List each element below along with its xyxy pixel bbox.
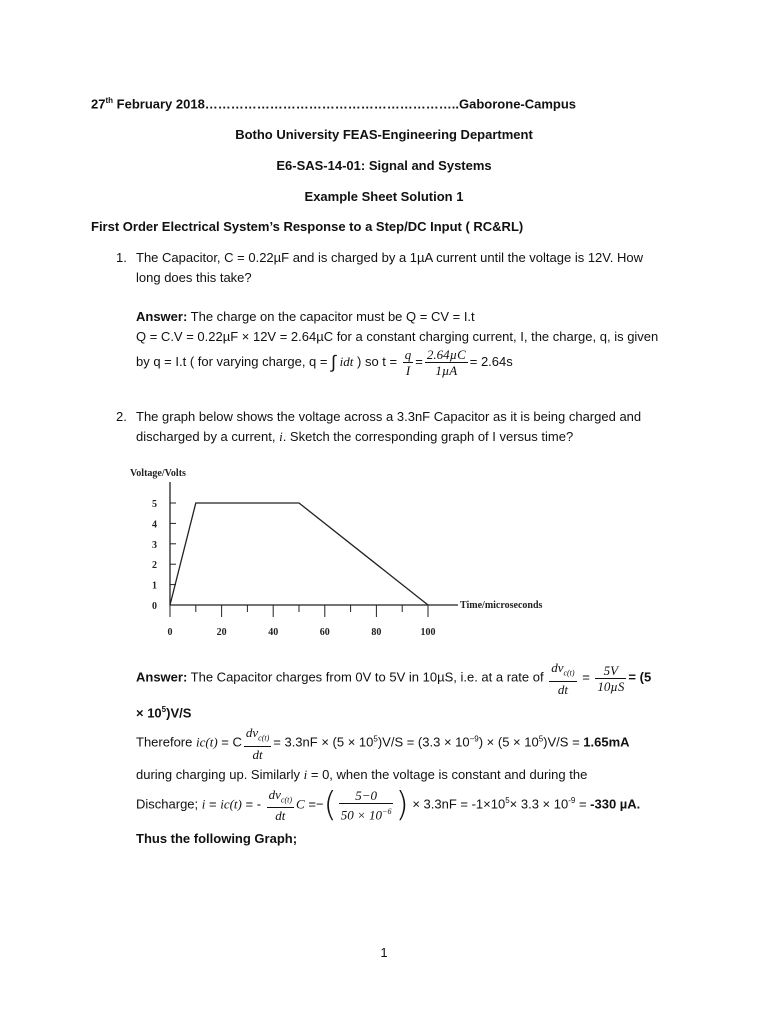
q1-text-line1: The Capacitor, C = 0.22µF and is charged by a 1µA current until the voltage is 12V. How: [136, 250, 643, 265]
q2-text-line2: discharged by a current, i. Sketch the corresponding graph of I versus time?: [136, 429, 574, 444]
q1-answer-line2: Q = C.V = 0.22µF × 12V = 2.64µC for a constant charging current, I, the charge, q, is given: [136, 329, 659, 344]
x-tick-label: 0: [167, 627, 173, 638]
x-tick-label: 80: [371, 627, 382, 638]
x-tick-label: 100: [420, 627, 436, 638]
section-heading: First Order Electrical System’s Response to a Step/DC Input ( RC&RL): [91, 219, 524, 234]
sheet-title: Example Sheet Solution 1: [304, 189, 464, 204]
q1-frac-q-over-i: $\frac{q}{I}$: [404, 347, 412, 378]
q2-answer-line1: Answer: The Capacitor charges from 0V to 5V in 10µS, i.e. at a rate of $\frac{dv_{c(t)}}{dt}$ = $\frac{5V}{\text{10µS}}$ = (5: [136, 660, 652, 697]
page-number: 1: [380, 945, 388, 960]
y-tick-label: 0: [152, 601, 157, 612]
voltage-time-graph: [130, 462, 560, 647]
q1-text-line2: long does this take?: [136, 270, 252, 285]
course-title: E6-SAS-14-01: Signal and Systems: [276, 158, 492, 173]
q2-frac-dv-dt-2: $\frac{dv_{c(t)}}{dt}$: [245, 725, 270, 762]
q1-answer-line1: Answer: The charge on the capacitor must be Q = CV = I.t: [136, 309, 475, 324]
y-axis-label: Voltage/Volts: [130, 468, 186, 479]
x-axis-label: Time/microseconds: [460, 600, 543, 611]
q1-frac-charge-over-current: $\frac{\text{2.64µC}}{\text{1µA}}$: [426, 347, 466, 378]
x-tick-label: 20: [216, 627, 227, 638]
q2-number: 2.: [116, 409, 127, 424]
q1-answer-line3: by q = I.t ( for varying charge, q = ∫ idt ) so t = $\frac{q}{I}$ = $\frac{\text{2.64µC}}{\text{1µA}}$ = 2.64s: [136, 347, 513, 378]
header-date: 27th February 2018…………………………………………………..Gaborone-Campus: [91, 96, 577, 112]
x-tick-label: 40: [268, 627, 279, 638]
q2-discharge-line: Discharge; i = ic(t) = - $\frac{dv_{c(t)}}{dt}$ C =−( $\frac{5-0}{50 \times 10^{-6}}$ ) × $3.3nF = -1\times 10^5\times 3.3 \times 10^{-9} = -330$ µA.: [136, 785, 641, 825]
x-tick-label: 60: [319, 627, 330, 638]
y-tick-label: 1: [152, 580, 157, 592]
y-tick-label: 3: [152, 539, 157, 551]
q2-thus-line: Thus the following Graph;: [136, 831, 298, 846]
y-tick-label: 4: [152, 519, 157, 531]
voltage-series-line: [170, 503, 428, 605]
q2-answer-line2: × $10^5)V/S$: [136, 705, 192, 721]
q2-therefore-line: Therefore ic(t) = C $\frac{dv_{c(t)}}{dt}$ = $3.3nF \times (5 \times 10^5)V/S = (3.3 \times 10^{-9}) \times (5 \times 10^5)V/S = 1.65mA$: [136, 725, 630, 762]
y-tick-label: 2: [152, 560, 157, 572]
q2-frac-dv-dt: $\frac{dv_{c(t)}}{dt}$: [551, 660, 575, 697]
q2-frac-discharge: $\frac{5-0}{50 \times 10^{-6}}$: [340, 787, 392, 823]
q2-frac-rate: $\frac{5V}{\text{10µS}}$: [597, 662, 625, 694]
university-title: Botho University FEAS-Engineering Department: [235, 127, 533, 142]
q2-text-line1: The graph below shows the voltage across a 3.3nF Capacitor as it is being charged and: [136, 409, 642, 424]
q2-during-line: during charging up. Similarly i = 0, when the voltage is constant and during the: [136, 767, 588, 782]
q2-frac-dv-dt-3: $\frac{dv_{c(t)}}{dt}$: [268, 786, 293, 824]
y-tick-label: 5: [152, 499, 157, 510]
q1-number: 1.: [116, 250, 127, 265]
